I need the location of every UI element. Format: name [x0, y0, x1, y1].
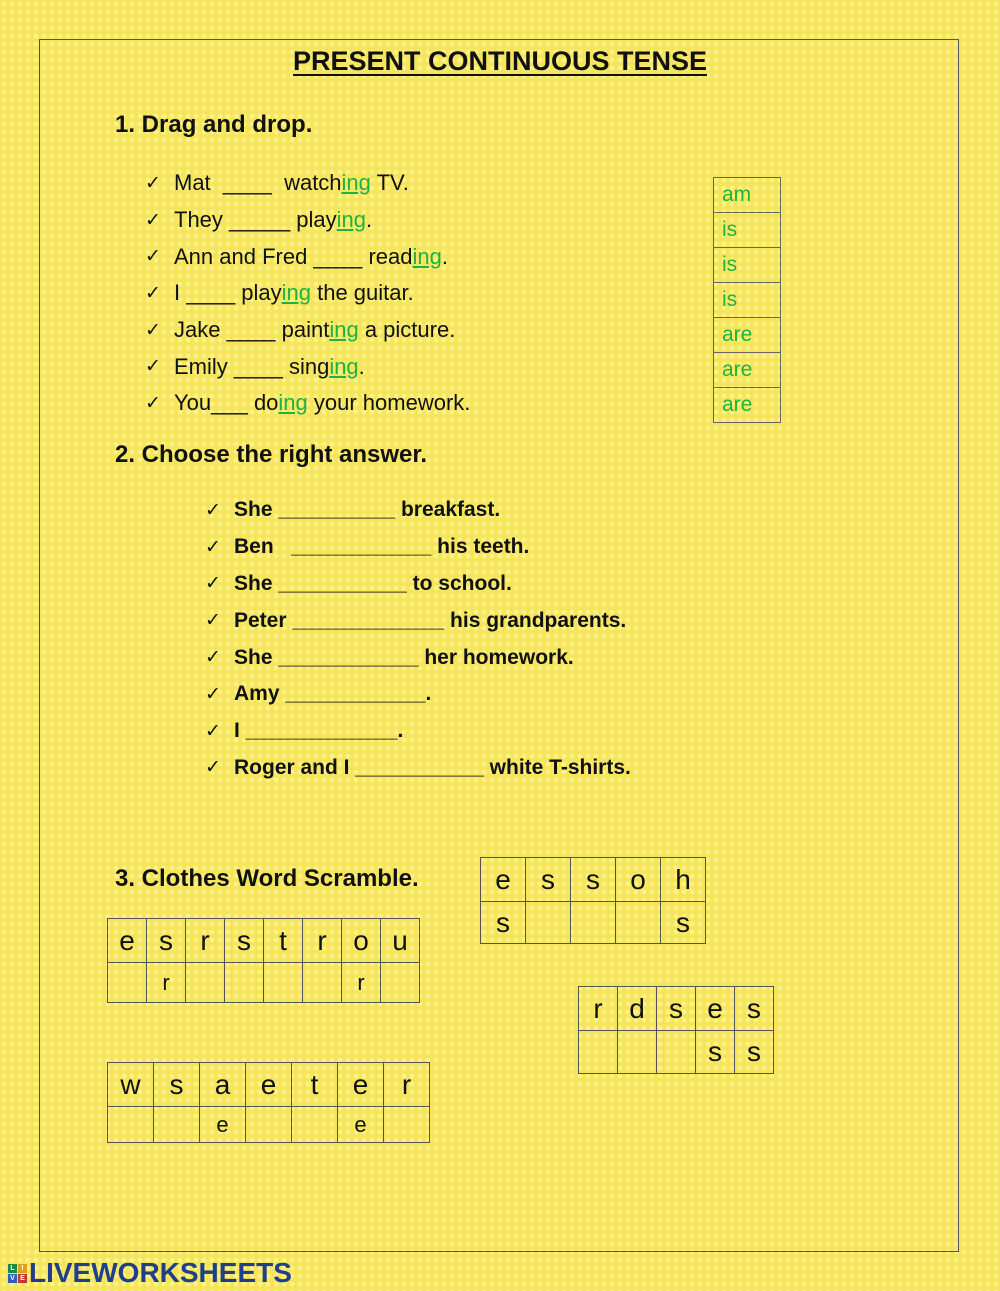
check-icon: ✓ [205, 683, 221, 705]
answer-cell[interactable] [225, 963, 264, 1003]
check-icon: ✓ [205, 536, 221, 558]
draggable-answer[interactable]: are [714, 388, 781, 423]
list-item[interactable]: ✓ She ___________ to school. [205, 571, 512, 595]
answer-cell[interactable]: s [696, 1031, 735, 1074]
scramble-letter: s [154, 1063, 200, 1107]
list-item[interactable]: ✓ I _____________. [205, 719, 404, 743]
logo-text: LIVEWORKSHEETS [29, 1257, 292, 1288]
choose-answer-list [205, 492, 631, 786]
list-item[interactable]: ✓ She __________ breakfast. [205, 498, 501, 522]
liveworksheets-logo[interactable] [8, 1257, 292, 1289]
scramble-letter: w [108, 1063, 154, 1107]
logo-icon: L I V E [8, 1264, 27, 1283]
list-item[interactable]: ✓ Peter _____________ his grandparents. [205, 608, 627, 632]
scramble-letter: e [338, 1063, 384, 1107]
answer-cell[interactable]: s [481, 902, 526, 944]
draggable-answer[interactable]: am [714, 178, 781, 213]
scramble-letter: s [735, 987, 774, 1031]
list-item: ✓ I ____ play ing the guitar. [145, 280, 414, 306]
answer-cell[interactable]: r [147, 963, 186, 1003]
check-icon: ✓ [145, 356, 161, 378]
check-icon: ✓ [145, 319, 161, 341]
answer-cell[interactable] [108, 1107, 154, 1143]
list-item: ✓ You___ do ing your homework. [145, 390, 471, 416]
list-item[interactable]: ✓ Amy ____________. [205, 682, 432, 706]
list-item: ✓ Ann and Fred ____ read ing . [145, 243, 448, 269]
check-icon: ✓ [145, 392, 161, 414]
draggable-answer[interactable]: are [714, 353, 781, 388]
list-item: ✓ They _____ play ing . [145, 207, 373, 233]
scramble-letter: e [696, 987, 735, 1031]
check-icon: ✓ [205, 720, 221, 742]
answer-cell[interactable] [154, 1107, 200, 1143]
answer-cell[interactable] [616, 902, 661, 944]
section1-heading: 1. Drag and drop. [115, 111, 313, 138]
answer-cell[interactable]: e [338, 1107, 384, 1143]
answer-cell[interactable]: r [342, 963, 381, 1003]
scramble-letter: r [186, 919, 225, 963]
page-title: PRESENT CONTINUOUS TENSE [292, 46, 708, 76]
answer-cell[interactable] [657, 1031, 696, 1074]
answer-cell[interactable]: s [661, 902, 706, 944]
check-icon: ✓ [145, 246, 161, 268]
answer-cell[interactable] [618, 1031, 657, 1074]
list-item: ✓ Emily ____ sing ing . [145, 353, 365, 379]
check-icon: ✓ [205, 757, 221, 779]
list-item[interactable]: ✓ Roger and I ___________ white T-shirts. [205, 755, 631, 779]
scramble-grid-dress [578, 986, 774, 1074]
list-item: ✓ Mat ____ watch ing TV. [145, 170, 409, 196]
scramble-grid-trousers [107, 918, 420, 1003]
scramble-letter: s [526, 858, 571, 902]
answer-cell[interactable] [579, 1031, 618, 1074]
scramble-letter: a [200, 1063, 246, 1107]
scramble-letter: s [657, 987, 696, 1031]
answer-cell[interactable]: s [735, 1031, 774, 1074]
draggable-answer[interactable]: is [714, 248, 781, 283]
answer-cell[interactable] [384, 1107, 430, 1143]
list-item[interactable]: ✓ Ben ____________ his teeth. [205, 535, 530, 559]
scramble-letter: s [225, 919, 264, 963]
draggable-answer[interactable]: is [714, 283, 781, 318]
answer-cell[interactable] [186, 963, 225, 1003]
scramble-letter: r [303, 919, 342, 963]
scramble-letter: o [616, 858, 661, 902]
scramble-grid-shoes [480, 857, 706, 944]
answer-cell[interactable] [571, 902, 616, 944]
scramble-letter: d [618, 987, 657, 1031]
scramble-letter: t [292, 1063, 338, 1107]
draggable-answer[interactable]: is [714, 213, 781, 248]
answer-cell[interactable] [303, 963, 342, 1003]
answer-cell[interactable]: e [200, 1107, 246, 1143]
list-item[interactable]: ✓ She ____________ her homework. [205, 645, 574, 669]
check-icon: ✓ [205, 610, 221, 632]
scramble-letter: h [661, 858, 706, 902]
list-item: ✓ Jake ____ paint ing a picture. [145, 317, 456, 343]
scramble-letter: e [108, 919, 147, 963]
answer-cell[interactable] [246, 1107, 292, 1143]
scramble-letter: e [246, 1063, 292, 1107]
answer-bank [713, 177, 781, 423]
check-icon: ✓ [145, 282, 161, 304]
draggable-answer[interactable]: are [714, 318, 781, 353]
scramble-letter: e [481, 858, 526, 902]
scramble-letter: u [381, 919, 420, 963]
answer-cell[interactable] [292, 1107, 338, 1143]
scramble-letter: s [571, 858, 616, 902]
scramble-grid-sweater [107, 1062, 430, 1143]
answer-cell[interactable] [108, 963, 147, 1003]
scramble-letter: r [384, 1063, 430, 1107]
answer-cell[interactable] [264, 963, 303, 1003]
check-icon: ✓ [145, 172, 161, 194]
scramble-letter: s [147, 919, 186, 963]
scramble-letter: r [579, 987, 618, 1031]
check-icon: ✓ [205, 647, 221, 669]
answer-cell[interactable] [381, 963, 420, 1003]
scramble-letter: o [342, 919, 381, 963]
check-icon: ✓ [205, 573, 221, 595]
answer-cell[interactable] [526, 902, 571, 944]
section2-heading: 2. Choose the right answer. [115, 441, 428, 468]
check-icon: ✓ [145, 209, 161, 231]
check-icon: ✓ [205, 499, 221, 521]
scramble-letter: t [264, 919, 303, 963]
section3-heading: 3. Clothes Word Scramble. [115, 865, 419, 892]
drag-drop-list [145, 165, 470, 422]
